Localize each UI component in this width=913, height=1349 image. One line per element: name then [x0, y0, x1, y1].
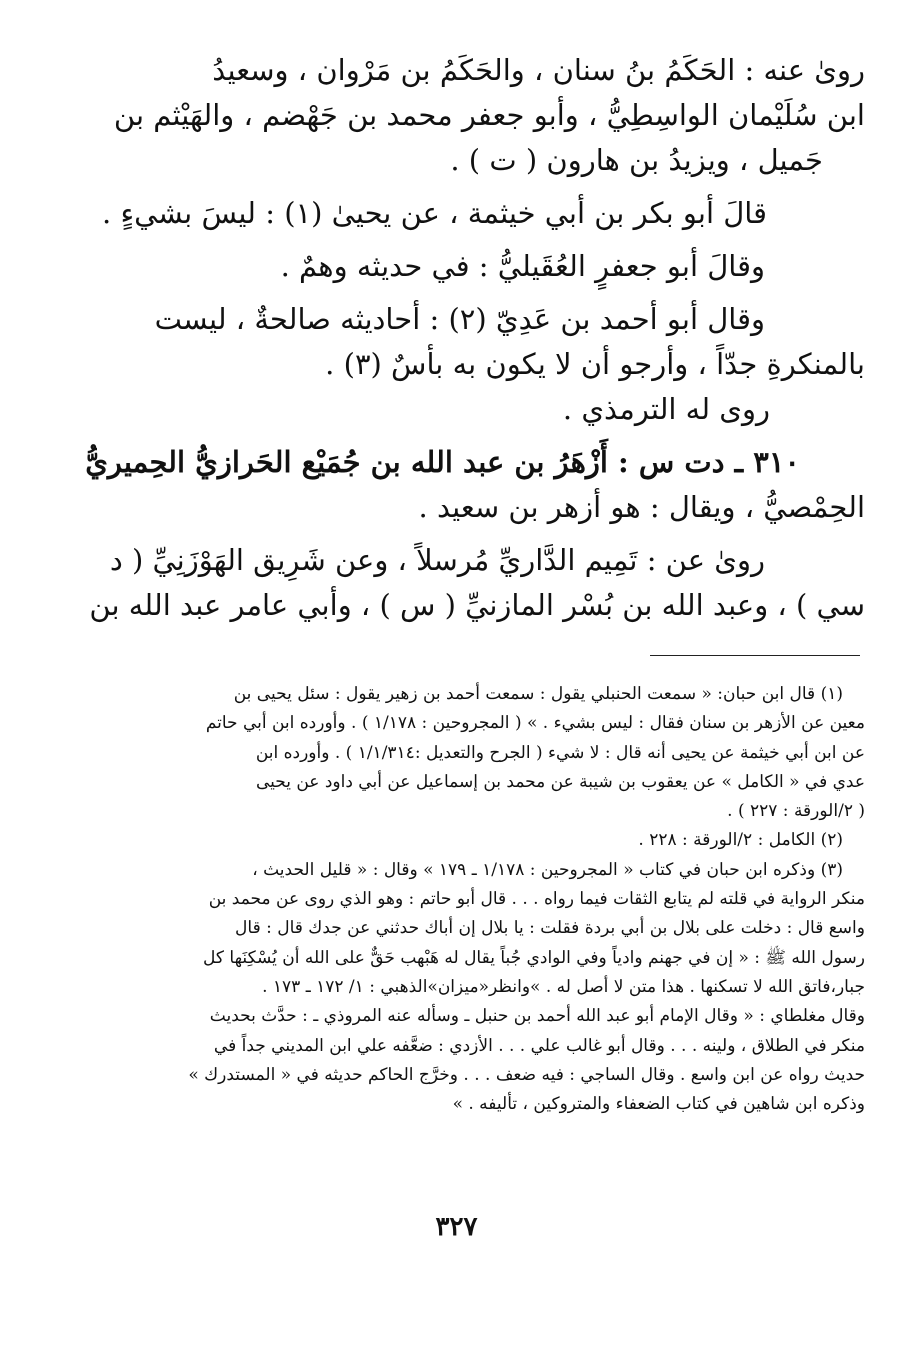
text-line: روىٰ عن : تَمِيم الدَّاريِّ مُرسلاً ، وعن شَرِيق الهَوْزَنِيِّ ( د — [109, 543, 765, 577]
footnote-line: جبار،فاتق الله لا تسكنها . هذا متن لا أصل له . »وانظر«ميزان»الذهبي : ١/ ١٧٢ ـ ١٧٣ . — [262, 976, 865, 997]
main-text — [85, 48, 865, 628]
text-line: ابن سُلَيْمان الواسِطِيُّ ، وأبو جعفر محمد بن جَهْضم ، والهَيْثم بن — [113, 98, 865, 132]
footnote-line: حديث رواه عن ابن واسع . وقال الساجي : فيه ضعف . . . وخرَّج الحاكم حديثه في « المستدرك » — [188, 1064, 865, 1085]
footnote-line: (٢) الكامل : ٢/الورقة : ٢٢٨ . — [638, 830, 843, 851]
page-number: ٣٢٧ — [435, 1212, 478, 1242]
footnote-line: واسع قال : دخلت على بلال بن أبي بردة فقلت : يا بلال إن أباك حدثني عن جدك قال : قال — [235, 918, 865, 939]
footnote-separator — [650, 655, 860, 656]
footnote-line: (١) قال ابن حبان: « سمعت الحنبلي يقول : سمعت أحمد بن زهير يقول : سئل يحيى بن — [233, 684, 843, 704]
text-line: وقال أبو أحمد بن عَدِيّ (٢) : أحاديثه صالحةٌ ، ليست — [154, 302, 765, 336]
text-line: الحِمْصيُّ ، ويقال : هو أزهر بن سعيد . — [418, 490, 865, 524]
footnotes — [140, 680, 865, 1119]
footnote-line: عن ابن أبي خيثمة عن يحيى أنه قال : لا شيء ( الجرح والتعديل :١/١/٣١٤ ) . وأورده ابن — [255, 742, 865, 763]
text-line: روى له الترمذي . — [562, 392, 770, 426]
text-line: سي ) ، وعبد الله بن بُسْر المازنيِّ ( س ) ، وأبي عامر عبد الله بن — [89, 588, 865, 622]
footnote-line: معين عن الأزهر بن سنان فقال : ليس بشيء . » ( المجروحين : ١/١٧٨ ) . وأورده ابن أبي حاتم — [205, 713, 865, 734]
footnote-line: (٣) وذكره ابن حبان في كتاب « المجروحين : ١/١٧٨ ـ ١٧٩ » وقال : « قليل الحديث ، — [252, 859, 843, 880]
footnote-line: رسول الله ﷺ : « إن في جهنم وادياً وفي الوادي جُباً يقال له هَبْهب حَقٌّ على الله أن يُسْكِنَها كل — [203, 947, 865, 968]
text-line: بالمنكرةِ جدّاً ، وأرجو أن لا يكون به بأسٌ (٣) . — [325, 347, 865, 381]
footnote-line: وقال مغلطاي : « وقال الإمام أبو عبد الله أحمد بن حنبل ـ وسأله عنه المروذي ـ : حدَّث بحديث — [209, 1006, 865, 1027]
text-line: جَميل ، ويزيدُ بن هارون ( ت ) . — [450, 143, 823, 177]
text-line: وقالَ أبو جعفرٍ العُقَيليُّ : في حديثه وهمٌ . — [280, 249, 765, 283]
footnote-line: منكر في الطلاق ، ولينه . . . وقال أبو غالب علي . . . الأزدي : ضعَّفه علي ابن المديني جداً في — [213, 1035, 865, 1056]
text-line: روىٰ عنه : الحَكَمُ بنُ سنان ، والحَكَمُ بن مَرْوان ، وسعيدُ — [212, 53, 865, 87]
footnote-line: عدي في « الكامل » عن يعقوب بن شيبة عن محمد بن إسماعيل عن أبي داود عن يحيى — [255, 771, 865, 792]
footnote-line: وذكره ابن شاهين في كتاب الضعفاء والمتروكين ، تأليفه . » — [452, 1094, 865, 1115]
text-line: قالَ أبو بكر بن أبي خيثمة ، عن يحيىٰ (١) : ليسَ بشيءٍ . — [102, 196, 767, 230]
footnote-line: منكر الرواية في قلته لم يتابع الثقات فيما رواه . . . قال أبو حاتم : وهو الذي روى عن محمد بن — [208, 889, 865, 910]
footnote-line: ( ٢/الورقة : ٢٢٧ ) . — [727, 801, 865, 822]
entry-heading: ٣١٠ ـ دت س : أَزْهَرُ بن عبد الله بن جُمَيْع الحَرازيُّ الحِميريُّ — [85, 445, 800, 479]
